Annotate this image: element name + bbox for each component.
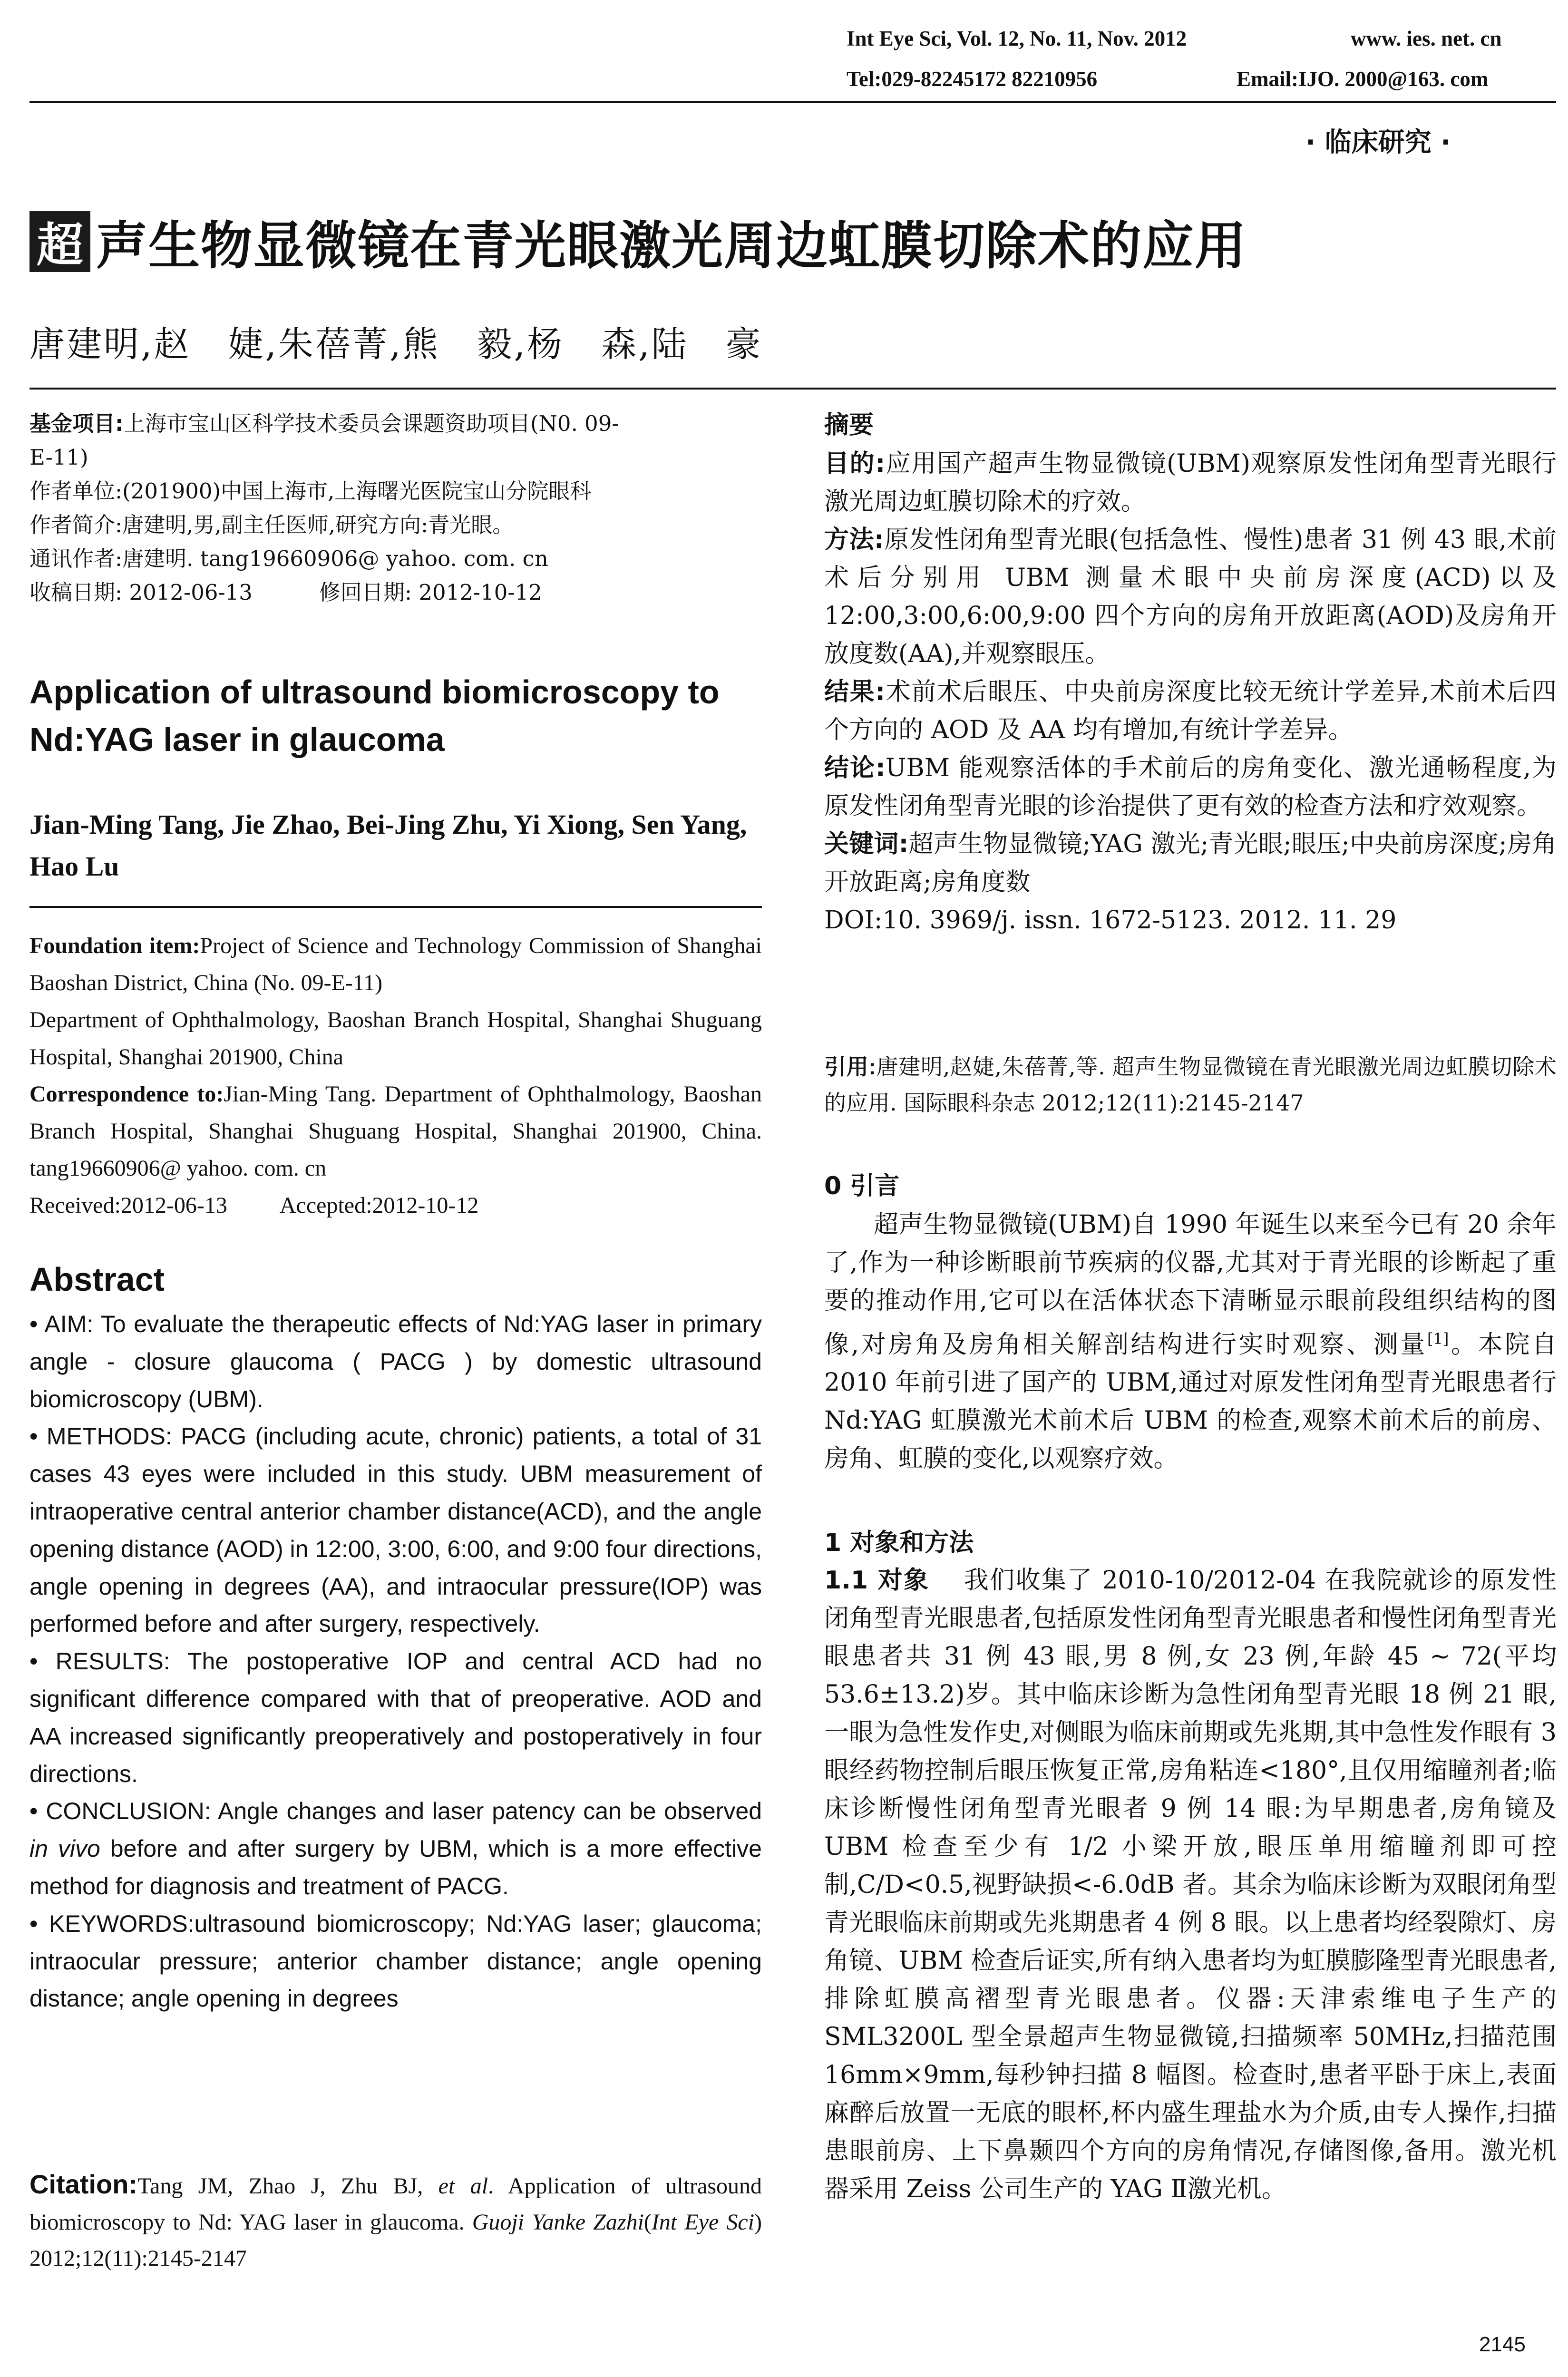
intro-text-b: 。本院自 2010 年前引进了国产的 UBM,通过对原发性闭角型青光眼患者行 Nd:YAG 虹膜激光术前术后 UBM 的检查,观察术前术后的前房、房角、虹膜的变化,以观察疗效。 [824,1330,1557,1473]
intro-ref: [1] [1427,1330,1449,1348]
corresponding-author: 通讯作者:唐建明. tang19660906@ yahoo. com. cn [29,546,548,571]
citation-journal: Guoji Yanke Zazhi [472,2210,644,2235]
journal-website: www. ies. net. cn [1351,27,1502,50]
english-authors: Jian-Ming Tang, Jie Zhao, Bei-Jing Zhu, Yi Xiong, Sen Yang, Hao Lu [29,809,747,882]
abstract-conclusion [29,1792,762,1905]
cn-results-text: 术前术后眼压、中央前房深度比较无统计学差异,术前术后四个方向的 AOD 及 AA 均有增加,有统计学差异。 [824,678,1557,744]
intro-paragraph [824,1206,1557,1478]
header-rule [29,101,1556,103]
abstract-keywords: • KEYWORDS:ultrasound biomicroscopy; Nd:YAG laser; glaucoma; intraocular pressure; anterior chamber distance; angle opening distance; angle opening in degrees [29,1910,762,2012]
article-title [29,205,1247,278]
cn-aim-label: 目的: [824,449,886,478]
received-date: 收稿日期: 2012-06-13 [29,580,253,605]
title-text: 声生物显微镜在青光眼激光周边虹膜切除术的应用 [96,216,1247,276]
authors-cn: 唐建明,赵 婕,朱蓓菁,熊 毅,杨 森,陆 豪 [29,324,763,365]
citation-cn-text: 唐建明,赵婕,朱蓓菁,等. 超声生物显微镜在青光眼激光周边虹膜切除术的应用. 国际眼科杂志 2012;12(11):2145-2147 [824,1054,1557,1116]
citation-cn [824,1049,1557,1121]
citation-authors: Tang JM, Zhao J, Zhu BJ, [137,2173,438,2199]
intro-heading: 0 引言 [824,1172,900,1200]
left-rule [29,906,762,908]
correspondence-label: Correspondence to: [29,1081,224,1107]
journal-email: Email:IJO. 2000@163. com [1237,67,1489,91]
citation-etal: et al [438,2173,488,2199]
abstract-aim: • AIM: To evaluate the therapeutic effects of Nd:YAG laser in primary angle - closure glaucoma ( PACG ) by domestic ultrasound biomicroscopy (UBM). [29,1311,762,1413]
methods-heading: 1 对象和方法 [824,1529,974,1557]
page-number: 2145 [1479,2333,1526,2356]
citation-cn-label: 引用: [824,1054,876,1079]
journal-tel: Tel:029-82245172 82210956 [847,67,1098,91]
intro-text-a: 超声生物显微镜(UBM)自 1990 年诞生以来至今已有 20 余年了,作为一种诊断眼前节疾病的仪器,尤其对于青光眼的诊断起了重要的推动作用,它可以在活体状态下清晰显示眼前段组织结构的图像,对房角及房角相关解剖结构进行实时观察、测量 [824,1210,1557,1359]
conclusion-italic: in vivo [29,1835,100,1862]
title-rule [29,388,1556,390]
abstract-heading: Abstract [29,1261,165,1298]
correspondence-text: Jian-Ming Tang. Department of Ophthalmology, Baoshan Branch Hospital, Shanghai Shuguang Hospital, Shanghai 201900, China. tang19660906@ yahoo. com. cn [29,1081,762,1181]
author-bio: 作者简介:唐建明,男,副主任医师,研究方向:青光眼。 [29,512,514,537]
cn-conclusion-text: UBM 能观察活体的手术前后的房角变化、激光通畅程度,为原发性闭角型青光眼的诊治提供了更有效的检查方法和疗效观察。 [824,754,1557,820]
department-text: Department of Ophthalmology, Baoshan Branch Hospital, Shanghai Shuguang Hospital, Shanghai 201900, China [29,1007,762,1070]
conclusion-part-b: before and after surgery by UBM, which is a more effective method for diagnosis and treatment of PACG. [29,1835,762,1900]
foundation-text: Project of Science and Technology Commission of Shanghai Baoshan District, China (No. 09-E-11) [29,933,762,995]
revised-date: 修回日期: 2012-10-12 [319,580,542,605]
english-meta [29,927,762,1224]
citation-label: Citation: [29,2169,138,2199]
author-unit: 作者单位:(201900)中国上海市,上海曙光医院宝山分院眼科 [29,478,592,504]
cn-results-label: 结果: [824,678,886,706]
citation-paren: ( [643,2210,652,2235]
fund-label: 基金项目: [29,411,124,436]
doi: DOI:10. 3969/j. issn. 1672-5123. 2012. 11. 29 [824,906,1397,935]
foundation-label: Foundation item: [29,933,200,958]
abstract-results: • RESULTS: The postoperative IOP and central ACD had no significant difference compared with that of preoperative. AOD and AA increased significantly preoperatively and postoperatively in four directions. [29,1648,762,1787]
english-title: Application of ultrasound biomicroscopy to Nd:YAG laser in glaucoma [29,673,720,758]
citation-title: . Application of ultrasound biomicroscopy to Nd: YAG laser in glaucoma. [29,2173,762,2235]
cn-methods-text: 原发性闭角型青光眼(包括急性、慢性)患者 31 例 43 眼,术前术后分别用 UBM 测量术眼中央前房深度(ACD)以及 12:00,3:00,6:00,9:00 四个方向的房角开放距离(AOD)及房角开放度数(AA),并观察眼压。 [824,526,1557,668]
abstract-cn-heading: 摘要 [824,411,874,439]
abstract-methods: • METHODS: PACG (including acute, chronic) patients, a total of 31 cases 43 eyes were included in this study. UBM measurement of intraoperative central anterior chamber distance(ACD), and the angle opening distance (AOD) in 12:00, 3:00, 6:00, and 9:00 four directions, angle opening in degrees (AA), and intraocular pressure(IOP) was performed before and after surgery, respectively. [29,1423,762,1637]
meta-cn [29,407,762,609]
accepted-en: Accepted:2012-10-12 [279,1193,479,1218]
cn-keywords-text: 超声生物显微镜;YAG 激光;青光眼;眼压;中央前房深度;房角开放距离;房角度数 [824,830,1557,896]
section-label: · 临床研究 · [1305,127,1451,158]
citation-journal-abbr: Int Eye Sci [651,2210,755,2235]
fund-text: 上海市宝山区科学技术委员会课题资助项目(N0. 09- [124,411,619,436]
abstract-cn [824,445,1557,939]
journal-info: Int Eye Sci, Vol. 12, No. 11, Nov. 2012 [847,27,1187,50]
title-boxed-char: 超 [29,211,90,272]
methods-text: 我们收集了 2010-10/2012-04 在我院就诊的原发性闭角型青光眼患者,包括原发性闭角型青光眼患者和慢性闭角型青光眼患者共 31 例 43 眼,男 8 例,女 23 例,年龄 45 ~ 72(平均 53.6±13.2)岁。其中临床诊断为急性闭角型青光眼 18 例 21 眼,一眼为急性发作史,对侧眼为临床前期或先兆期,其中急性发作眼有 3 眼经药物控制后眼压恢复正常,房角粘连<180°,且仅用缩瞳剂者;临床诊断慢性闭角型青光眼者 9 例 14 眼:为早期患者,房角镜及 UBM 检查至少有 1/2 小梁开放,眼压单用缩瞳剂即可控制,C/D<0.5,视野缺损<-6.0dB 者。其余为临床诊断为双眼闭角型青光眼临床前期或先兆期患者 4 例 8 眼。以上患者均经裂隙灯、房角镜、UBM 检查后证实,所有纳入患者均为虹膜膨隆型青光眼患者,排除虹膜高褶型青光眼患者。仪器:天津索维电子生产的 SML3200L 型全景超声生物显微镜,扫描频率 50MHz,扫描范围 16mm×9mm,每秒钟扫描 8 幅图。检查时,患者平卧于床上,表面麻醉后放置一无底的眼杯,杯内盛生理盐水为介质,由专人操作,扫描患眼前房、上下鼻颞四个方向的房角情况,存储图像,备用。激光机器采用 Zeiss 公司生产的 YAG Ⅱ激光机。 [824,1566,1557,2203]
cn-keywords-label: 关键词: [824,830,909,858]
conclusion-part-a: • CONCLUSION: Angle changes and laser patency can be observed [29,1798,762,1825]
received-en: Received:2012-06-13 [29,1193,227,1218]
abstract-en [29,1305,762,2017]
methods-sub-label: 1.1 对象 [824,1566,930,1595]
cn-methods-label: 方法: [824,526,884,554]
cn-aim-text: 应用国产超声生物显微镜(UBM)观察原发性闭角型青光眼行激光周边虹膜切除术的疗效。 [824,449,1557,516]
methods-paragraph [824,1561,1557,2208]
citation-en [29,2166,762,2277]
cn-conclusion-label: 结论: [824,754,886,782]
fund-text-cont: E-11) [29,445,88,470]
citation-volume: ) 2012;12(11):2145-2147 [29,2210,762,2271]
